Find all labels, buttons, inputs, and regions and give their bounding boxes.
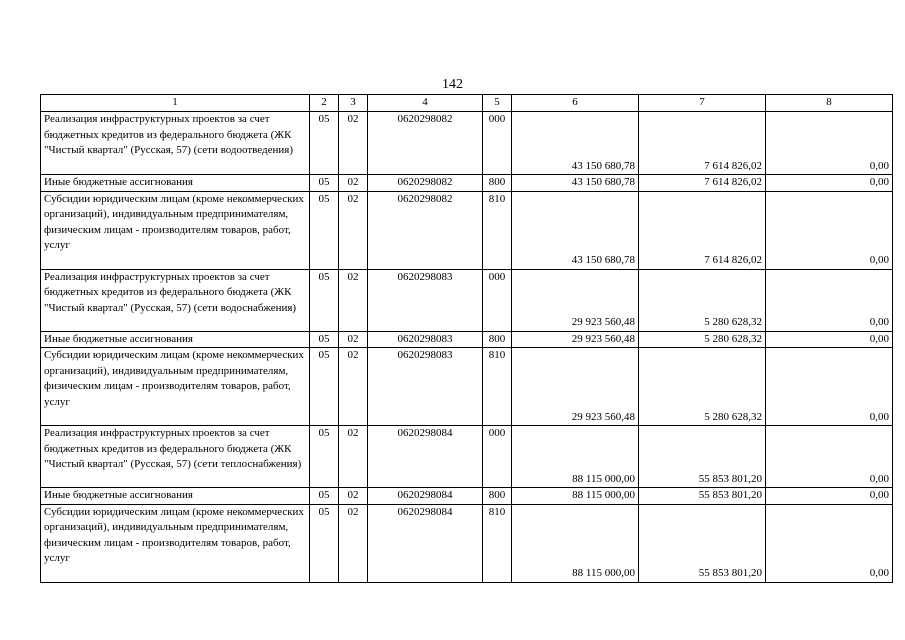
row-amount-col6: 43 150 680,78 — [512, 112, 639, 175]
row-amount-col7: 55 853 801,20 — [639, 426, 766, 488]
page-number: 142 — [442, 77, 463, 92]
row-amount-col6: 88 115 000,00 — [512, 426, 639, 488]
row-name-cell: Субсидии юридическим лицам (кроме некоммерческих организаций), индивидуальным предпринимателям, физическим лицам - производителям товаров, работ, услуг — [41, 348, 310, 426]
row-expense-type-cell: 810 — [483, 504, 512, 582]
table-row — [41, 426, 893, 488]
row-amount-col8: 0,00 — [766, 348, 893, 426]
row-name-cell: Иные бюджетные ассигнования — [41, 331, 310, 348]
header-cell: 5 — [483, 95, 512, 112]
row-amount-col8: 0,00 — [766, 426, 893, 488]
row-amount-col6: 88 115 000,00 — [512, 488, 639, 505]
row-amount-col7: 7 614 826,02 — [639, 175, 766, 192]
row-expense-type-cell: 000 — [483, 426, 512, 488]
row-section-cell: 05 — [310, 269, 339, 331]
header-cell: 6 — [512, 95, 639, 112]
row-subsection-cell: 02 — [339, 191, 368, 269]
header-cell: 7 — [639, 95, 766, 112]
row-amount-col8: 0,00 — [766, 112, 893, 175]
row-name-cell: Иные бюджетные ассигнования — [41, 175, 310, 192]
row-amount-col8: 0,00 — [766, 504, 893, 582]
row-subsection-cell: 02 — [339, 112, 368, 175]
row-section-cell: 05 — [310, 488, 339, 505]
row-subsection-cell: 02 — [339, 488, 368, 505]
table-header-row — [41, 95, 893, 112]
row-section-cell: 05 — [310, 191, 339, 269]
row-name-cell: Реализация инфраструктурных проектов за счет бюджетных кредитов из федерального бюджета (ЖК "Чистый квартал" (Русская, 57) (сети теплоснабжения) — [41, 426, 310, 488]
row-subsection-cell: 02 — [339, 348, 368, 426]
row-amount-col8: 0,00 — [766, 269, 893, 331]
row-target-article-cell: 0620298083 — [368, 269, 483, 331]
row-expense-type-cell: 800 — [483, 331, 512, 348]
row-expense-type-cell: 810 — [483, 348, 512, 426]
row-amount-col6: 29 923 560,48 — [512, 331, 639, 348]
table-row — [41, 112, 893, 175]
row-amount-col7: 5 280 628,32 — [639, 269, 766, 331]
row-section-cell: 05 — [310, 175, 339, 192]
row-subsection-cell: 02 — [339, 269, 368, 331]
row-name-cell: Субсидии юридическим лицам (кроме некоммерческих организаций), индивидуальным предпринимателям, физическим лицам - производителям товаров, работ, услуг — [41, 504, 310, 582]
row-subsection-cell: 02 — [339, 504, 368, 582]
row-subsection-cell: 02 — [339, 175, 368, 192]
row-target-article-cell: 0620298084 — [368, 426, 483, 488]
row-amount-col7: 55 853 801,20 — [639, 504, 766, 582]
row-expense-type-cell: 810 — [483, 191, 512, 269]
table-row — [41, 175, 893, 192]
row-target-article-cell: 0620298082 — [368, 112, 483, 175]
row-amount-col6: 43 150 680,78 — [512, 191, 639, 269]
budget-table — [40, 94, 893, 583]
row-amount-col6: 43 150 680,78 — [512, 175, 639, 192]
row-amount-col8: 0,00 — [766, 191, 893, 269]
row-name-cell: Иные бюджетные ассигнования — [41, 488, 310, 505]
row-amount-col8: 0,00 — [766, 331, 893, 348]
row-amount-col7: 55 853 801,20 — [639, 488, 766, 505]
row-subsection-cell: 02 — [339, 426, 368, 488]
row-expense-type-cell: 800 — [483, 175, 512, 192]
table-row — [41, 191, 893, 269]
row-section-cell: 05 — [310, 112, 339, 175]
row-target-article-cell: 0620298084 — [368, 504, 483, 582]
row-expense-type-cell: 800 — [483, 488, 512, 505]
header-cell: 3 — [339, 95, 368, 112]
row-name-cell: Реализация инфраструктурных проектов за счет бюджетных кредитов из федерального бюджета (ЖК "Чистый квартал" (Русская, 57) (сети водоотведения) — [41, 112, 310, 175]
row-target-article-cell: 0620298084 — [368, 488, 483, 505]
header-cell: 2 — [310, 95, 339, 112]
table-row — [41, 488, 893, 505]
table-body — [41, 95, 893, 583]
row-amount-col7: 5 280 628,32 — [639, 331, 766, 348]
row-subsection-cell: 02 — [339, 331, 368, 348]
row-expense-type-cell: 000 — [483, 269, 512, 331]
row-target-article-cell: 0620298082 — [368, 191, 483, 269]
row-section-cell: 05 — [310, 426, 339, 488]
row-amount-col7: 7 614 826,02 — [639, 191, 766, 269]
row-amount-col6: 29 923 560,48 — [512, 269, 639, 331]
row-target-article-cell: 0620298082 — [368, 175, 483, 192]
table-row — [41, 504, 893, 582]
row-amount-col7: 7 614 826,02 — [639, 112, 766, 175]
row-amount-col8: 0,00 — [766, 175, 893, 192]
header-cell: 1 — [41, 95, 310, 112]
row-section-cell: 05 — [310, 331, 339, 348]
row-section-cell: 05 — [310, 504, 339, 582]
row-section-cell: 05 — [310, 348, 339, 426]
row-amount-col6: 29 923 560,48 — [512, 348, 639, 426]
row-target-article-cell: 0620298083 — [368, 348, 483, 426]
row-expense-type-cell: 000 — [483, 112, 512, 175]
row-target-article-cell: 0620298083 — [368, 331, 483, 348]
row-amount-col6: 88 115 000,00 — [512, 504, 639, 582]
table-row — [41, 331, 893, 348]
table-row — [41, 348, 893, 426]
header-cell: 8 — [766, 95, 893, 112]
row-amount-col8: 0,00 — [766, 488, 893, 505]
table-row — [41, 269, 893, 331]
row-amount-col7: 5 280 628,32 — [639, 348, 766, 426]
row-name-cell: Субсидии юридическим лицам (кроме некоммерческих организаций), индивидуальным предпринимателям, физическим лицам - производителям товаров, работ, услуг — [41, 191, 310, 269]
row-name-cell: Реализация инфраструктурных проектов за счет бюджетных кредитов из федерального бюджета (ЖК "Чистый квартал" (Русская, 57) (сети водоснабжения) — [41, 269, 310, 331]
header-cell: 4 — [368, 95, 483, 112]
